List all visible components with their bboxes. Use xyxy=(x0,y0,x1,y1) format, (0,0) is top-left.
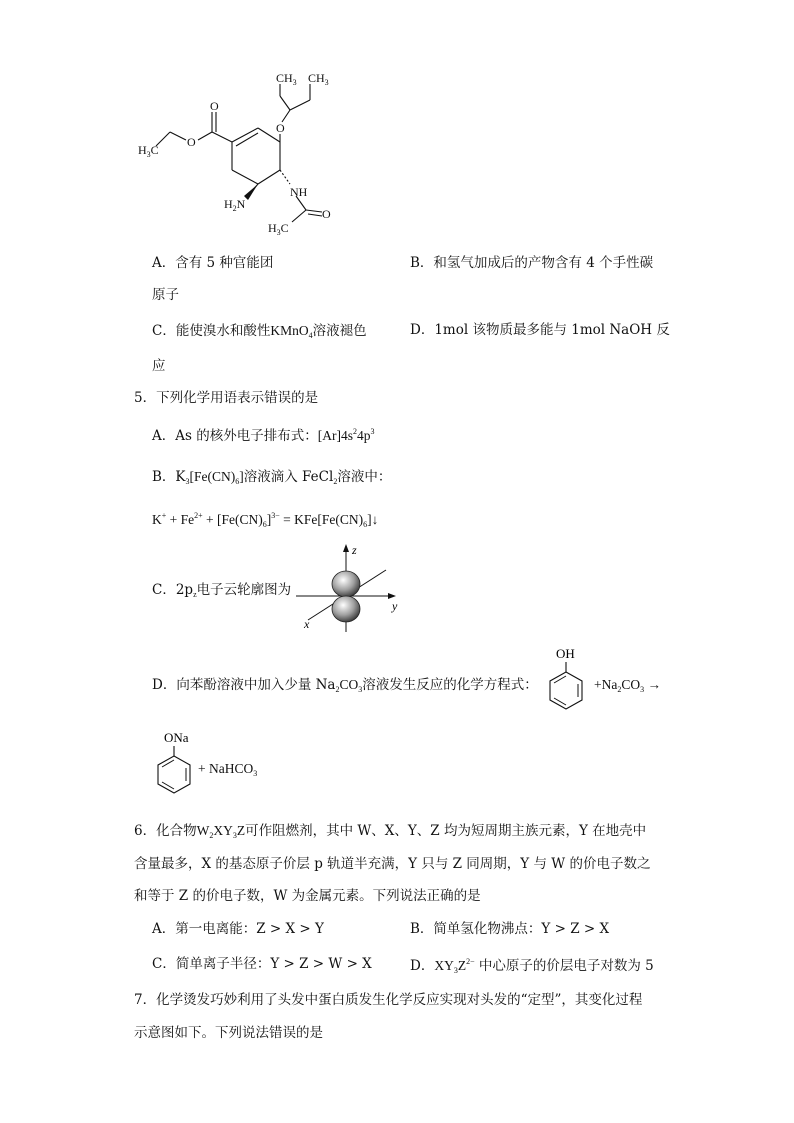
q6-option-a: A．第一电离能：Z > X > Y xyxy=(152,921,324,937)
q4-option-d-cont: 应 xyxy=(152,358,166,374)
q6-option-d: D．$XY_3Z^{2-}$ 中心原子的价层电子对数为 5 xyxy=(410,957,654,975)
orbital-lobe-upper xyxy=(332,571,360,597)
nh-label: NH xyxy=(290,185,308,199)
carbonyl-o-label: O xyxy=(210,99,219,113)
molecule-structure xyxy=(130,60,370,240)
amide-o-label: O xyxy=(322,207,331,221)
reagent-formula: $+Na_2CO_3$ → xyxy=(594,677,661,694)
q4-option-b: B．和氢气加成后的产物含有 4 个手性碳 xyxy=(410,255,654,271)
ona-label: ONa xyxy=(164,730,189,745)
phenol-structure xyxy=(542,644,592,720)
axis-x-label: x xyxy=(304,617,310,631)
q5-option-c: C．$2p_z$电子云轮廓图为 xyxy=(152,582,292,599)
product-formula: + NaHCO$_3$ xyxy=(198,761,258,778)
oh-label: OH xyxy=(556,646,575,661)
q6-option-c: C．简单离子半径：Y > Z > W > X xyxy=(152,956,372,972)
q5-equation: $K^+ + Fe^{2+} + [Fe(CN)_6]^{3-}$ = $KFe[Fe(CN)_6]↓$ xyxy=(152,511,379,529)
ester-o-label: O xyxy=(187,135,196,149)
ether-o-label: O xyxy=(276,121,285,135)
q5-option-a: A．As 的核外电子排布式：$[Ar]4s^24p^3$ xyxy=(152,427,375,444)
q6-line-3: 和等于 Z 的价电子数，W 为金属元素。下列说法正确的是 xyxy=(134,888,481,904)
ch3-label: $CH_3$ xyxy=(308,71,329,87)
q6-line-1: 6．化合物$W_2XY_3Z$可作阻燃剂，其中 W、X、Y、Z 均为短周期主族元素，Y 在地壳中 xyxy=(134,823,647,840)
q4-option-c: C．能使溴水和酸性KMnO$_4$溶液褪色 xyxy=(152,323,367,340)
ch3-label: $CH_3$ xyxy=(276,71,297,87)
q4-option-a: A．含有 5 种官能团 xyxy=(152,255,274,271)
q5-option-d: D．向苯酚溶液中加入少量 $Na_2CO_3$溶液发生反应的化学方程式： xyxy=(152,677,538,694)
h3c-label: $H_3C$ xyxy=(268,221,289,237)
q6-option-b: B．简单氢化物沸点：Y > Z > X xyxy=(410,921,610,937)
orbital-lobe-lower xyxy=(332,596,360,622)
q4-option-d: D．1mol 该物质最多能与 1mol NaOH 反 xyxy=(410,322,670,338)
q4-option-b-cont: 原子 xyxy=(152,287,179,303)
orbital-2pz-diagram xyxy=(290,540,410,640)
axis-z-label: z xyxy=(352,543,357,557)
h3c-label: $H_3C$ xyxy=(138,143,159,159)
h2n-label: $H_2N$ xyxy=(224,197,246,213)
q7-line-1: 7．化学烫发巧妙利用了头发中蛋白质发生化学反应实现对头发的“定型”，其变化过程 xyxy=(134,992,643,1008)
q5-stem: 5．下列化学用语表示错误的是 xyxy=(134,390,319,406)
q5-option-b: B．$K_3[Fe(CN)_6]$溶液滴入 FeCl$_2$溶液中： xyxy=(152,469,392,486)
q6-line-2: 含量最多，X 的基态原子价层 p 轨道半充满，Y 只与 Z 同周期，Y 与 W 的价电子数之 xyxy=(134,856,651,872)
axis-y-label: y xyxy=(392,599,398,613)
q7-line-2: 示意图如下。下列说法错误的是 xyxy=(134,1025,323,1041)
reaction-arrow: → xyxy=(647,677,661,692)
